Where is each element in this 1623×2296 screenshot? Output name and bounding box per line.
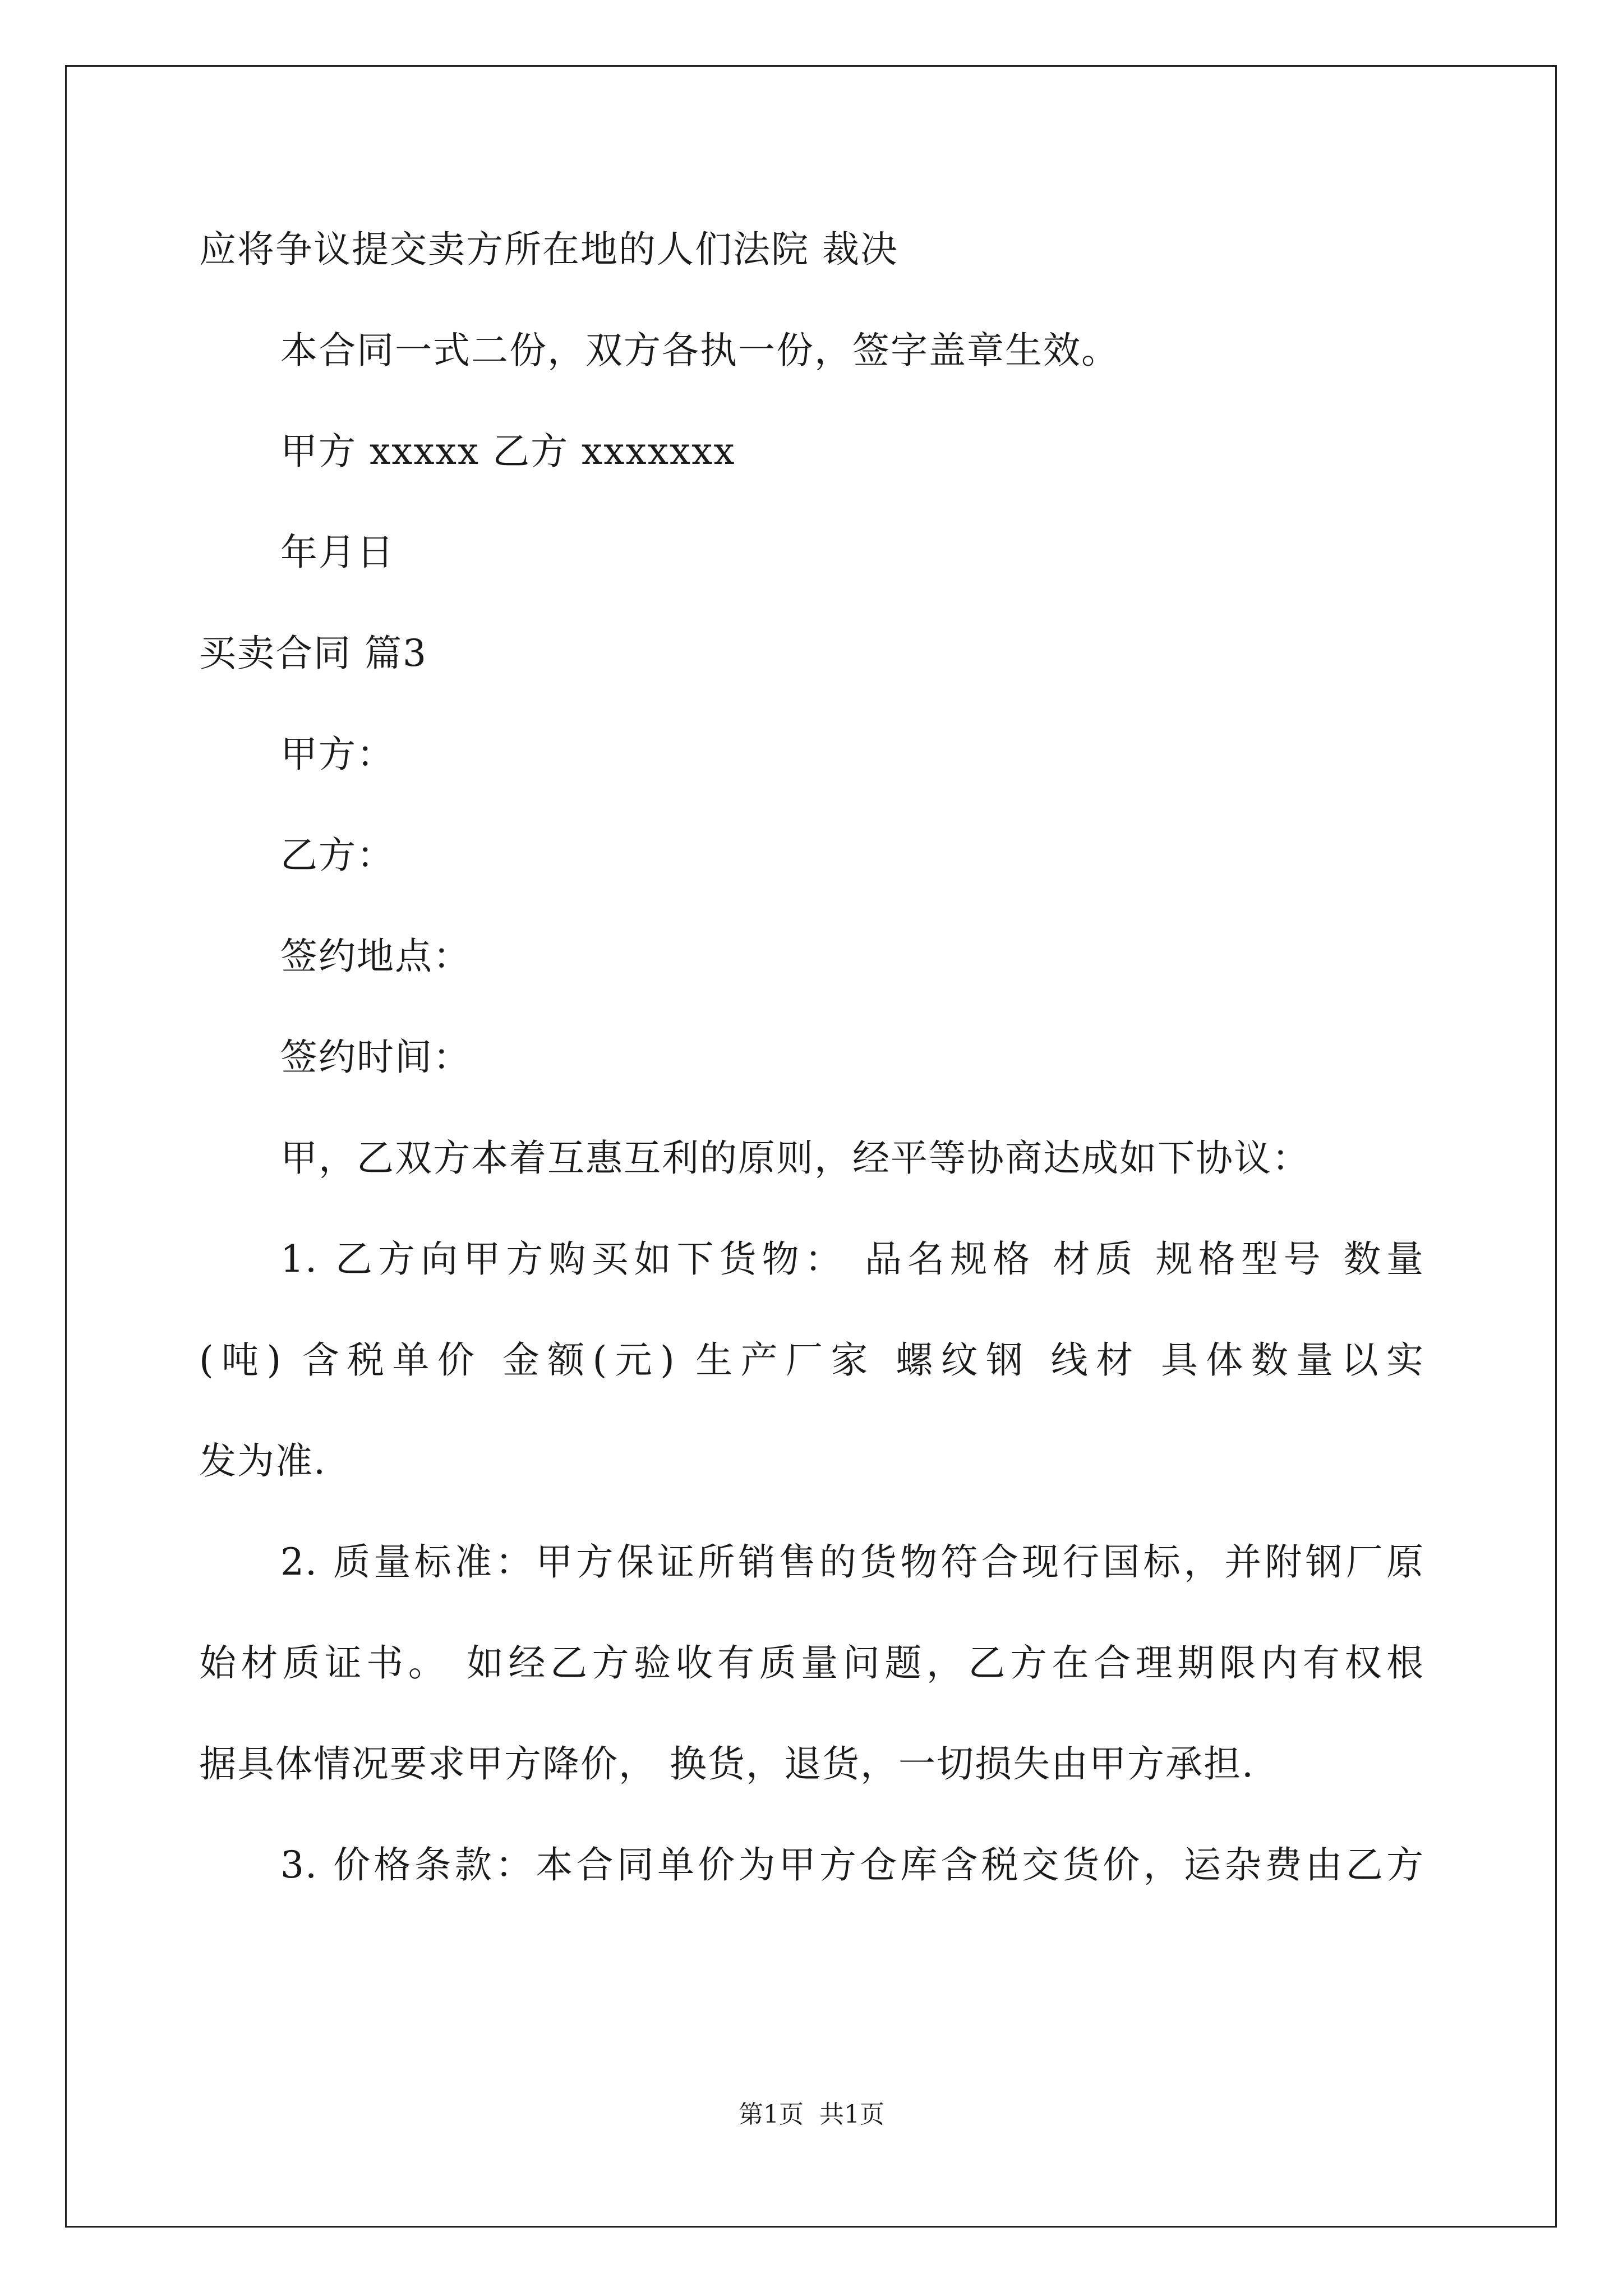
text-line-dispute: 应将争议提交卖方所在地的人们法院 裁决 xyxy=(199,228,898,271)
section-heading: 买卖合同 篇3 xyxy=(199,632,427,675)
text-line-date: 年月日 xyxy=(280,531,395,574)
signing-place-label: 签约地点： xyxy=(280,935,471,978)
signing-time-label: 签约时间： xyxy=(280,1036,471,1079)
clause-2-line-1: 2. 质量标准：甲方保证所销售的货物符合现行国标，并附钢厂原 xyxy=(280,1540,1424,1584)
party-a-label: 甲方： xyxy=(280,733,395,776)
clause-1-line-3: 发为准. xyxy=(199,1439,326,1483)
clause-2-line-2: 始材质证书。 如经乙方验收有质量问题，乙方在合理期限内有权根 xyxy=(199,1641,1424,1685)
text-line-parties: 甲方 xxxxx 乙方 xxxxxxx xyxy=(280,430,736,473)
agreement-intro: 甲，乙双方本着互惠互利的原则，经平等协商达成如下协议： xyxy=(280,1137,1310,1180)
text-line-copies: 本合同一式二份，双方各执一份，签字盖章生效。 xyxy=(280,329,1119,372)
clause-2-line-3: 据具体情况要求甲方降价， 换货，退货，一切损失由甲方承担. xyxy=(199,1742,1255,1786)
clause-1-line-1: 1. 乙方向甲方购买如下货物： 品名规格 材质 规格型号 数量 xyxy=(280,1237,1424,1281)
party-b-label: 乙方： xyxy=(280,834,395,877)
clause-1-line-2: (吨) 含税单价 金额(元) 生产厂家 螺纹钢 线材 具体数量以实 xyxy=(199,1338,1424,1382)
page-footer: 第1页 共1页 xyxy=(739,2100,884,2129)
clause-3-line-1: 3. 价格条款：本合同单价为甲方仓库含税交货价，运杂费由乙方 xyxy=(280,1843,1424,1887)
